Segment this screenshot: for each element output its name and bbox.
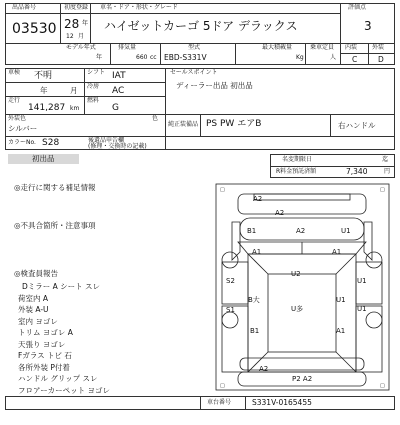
diagram-damage-label: A2 (259, 365, 269, 373)
lot-number: 03530 (12, 21, 57, 37)
frame-number-value: S331V-0165455 (252, 398, 312, 407)
max-load-unit: Kg (296, 54, 304, 61)
exterior-grade-label: 外装 (372, 44, 385, 51)
interior-grade-label: 内装 (345, 44, 358, 51)
name-change-deadline-unit: 迄 (382, 156, 389, 163)
inspector-report-item: Fガラス トビ 石 (18, 351, 72, 360)
inspector-heading: ◎検査員報告 (14, 269, 59, 278)
aircon-value: AC (112, 86, 125, 96)
car-name-label: 車名・ドア・形状・グレード (100, 4, 178, 11)
capacity-label: 乗車定員 (310, 44, 335, 51)
diagram-damage-label: P2 A2 (292, 375, 313, 383)
fuel-label: 燃料 (87, 97, 100, 104)
interior-grade: C (352, 55, 358, 64)
svg-text:□: □ (220, 383, 225, 389)
svg-text:□: □ (380, 383, 385, 389)
diagram-damage-label: A1 (332, 248, 342, 256)
model-year-label: モデル年式 (66, 44, 96, 51)
diagram-damage-label: A2 (253, 195, 263, 203)
recycle-declaration-label: 後遺品申告欄 (88, 137, 125, 144)
first-registration-year: 28 (64, 17, 80, 31)
inspector-report-item: 天張り ヨゴレ (18, 339, 66, 349)
diagram-damage-label: U2 (291, 270, 301, 278)
frame-number-label: 車台番号 (207, 399, 232, 406)
color-code-value: S28 (42, 138, 60, 148)
inspector-report-item: トリム ヨゴレ A (18, 328, 73, 337)
diagram-damage-label: U1 (357, 305, 367, 313)
color-label: 色 (152, 115, 159, 122)
inspector-report-item: 室内 ヨゴレ (18, 316, 58, 326)
svg-text:□: □ (220, 187, 225, 193)
mileage-value: 141,287 (28, 103, 66, 113)
diagram-damage-label: A2 (296, 227, 306, 235)
supplement-heading: ◎走行に関する補足情報 (14, 183, 96, 192)
inspection-label: 車検 (8, 69, 21, 76)
recycle-fee-unit: 円 (384, 168, 391, 175)
inspector-report-item: フロアーカーペット ヨゴレ (18, 385, 111, 395)
diagram-damage-label: S1 (226, 306, 235, 314)
inspector-report-item: 荷室内 A (18, 293, 49, 303)
mileage-label: 走行 (8, 97, 21, 104)
displacement-label: 排気量 (118, 44, 137, 51)
color-code-label: カラーNo. (8, 139, 36, 146)
max-load-label: 最大積載量 (262, 44, 293, 51)
first-registration-month: 12 (66, 33, 74, 40)
diagram-damage-label: B1 (250, 327, 260, 335)
model-type-value: EBD-S331V (164, 53, 207, 62)
sales-point-value: ディーラー出品 初出品 (176, 81, 253, 90)
shift-label: シフト (87, 69, 106, 76)
exterior-color-label: 外装色 (8, 115, 27, 122)
diagram-damage-label: U1 (357, 277, 367, 285)
diagram-damage-label: A2 (275, 209, 285, 217)
exterior-grade: D (378, 55, 384, 64)
inspection-expiry-month: 月 (70, 86, 78, 95)
displacement-unit: cc (150, 54, 157, 61)
model-type-label: 型式 (188, 44, 201, 51)
svg-text:□: □ (380, 187, 385, 193)
diagram-damage-label: A1 (336, 327, 346, 335)
name-change-deadline-label: 名変期限日 (282, 156, 313, 163)
inspection-expiry-year: 年 (40, 86, 48, 95)
inspector-report-item: 各所外装 P付着 (18, 362, 70, 372)
lot-number-label: 出品番号 (12, 4, 37, 11)
steering-value: 右ハンドル (338, 121, 376, 130)
diagram-damage-label: S2 (226, 277, 235, 285)
diagram-damage-label: B1 (247, 227, 257, 235)
first-registration-year-unit: 年 (82, 20, 89, 27)
overall-grade: 3 (364, 19, 372, 33)
defect-heading: ◎不具合箇所・注意事項 (14, 221, 96, 230)
sales-point-label: セールスポイント (170, 69, 218, 76)
mileage-unit: km (70, 105, 80, 112)
aircon-label: 冷房 (87, 83, 100, 90)
inspection-value: 不明 (34, 71, 53, 81)
car-damage-diagram (210, 182, 395, 392)
first-registration-month-unit: 月 (78, 33, 85, 40)
recycle-fee-value: 7,340 (346, 167, 368, 176)
diagram-damage-label: A1 (252, 248, 262, 256)
first-listing-badge: 初出品 (8, 154, 79, 164)
diagram-damage-label: U多 (291, 305, 304, 313)
equipment-value: PS PW エアB (206, 119, 262, 129)
diagram-damage-label: B大 (248, 296, 260, 304)
model-year-unit: 年 (96, 54, 103, 61)
grade-label: 評価点 (348, 4, 367, 11)
inspector-report-item: 外装 A-U (18, 305, 49, 314)
diagram-damage-label: U1 (341, 227, 351, 235)
displacement-value: 660 (136, 54, 148, 61)
fuel-value: G (112, 103, 119, 113)
shift-value: IAT (112, 71, 126, 81)
car-name: ハイゼットカーゴ 5ドア デラックス (104, 19, 298, 33)
diagram-damage-label: U1 (336, 296, 346, 304)
recycle-declaration-sub: (修理・交換時の記載) (88, 143, 147, 150)
capacity-unit: 人 (330, 54, 337, 61)
equipment-label: 純正装備品 (168, 121, 199, 128)
exterior-color-value: シルバー (8, 124, 38, 133)
first-registration-label: 初度登録 (64, 4, 89, 11)
inspector-report-item: ハンドル グリップ スレ (18, 374, 98, 383)
inspector-report-item: Dミラー A シート スレ (22, 282, 101, 291)
recycle-fee-label: R料金預託済額 (276, 168, 317, 175)
